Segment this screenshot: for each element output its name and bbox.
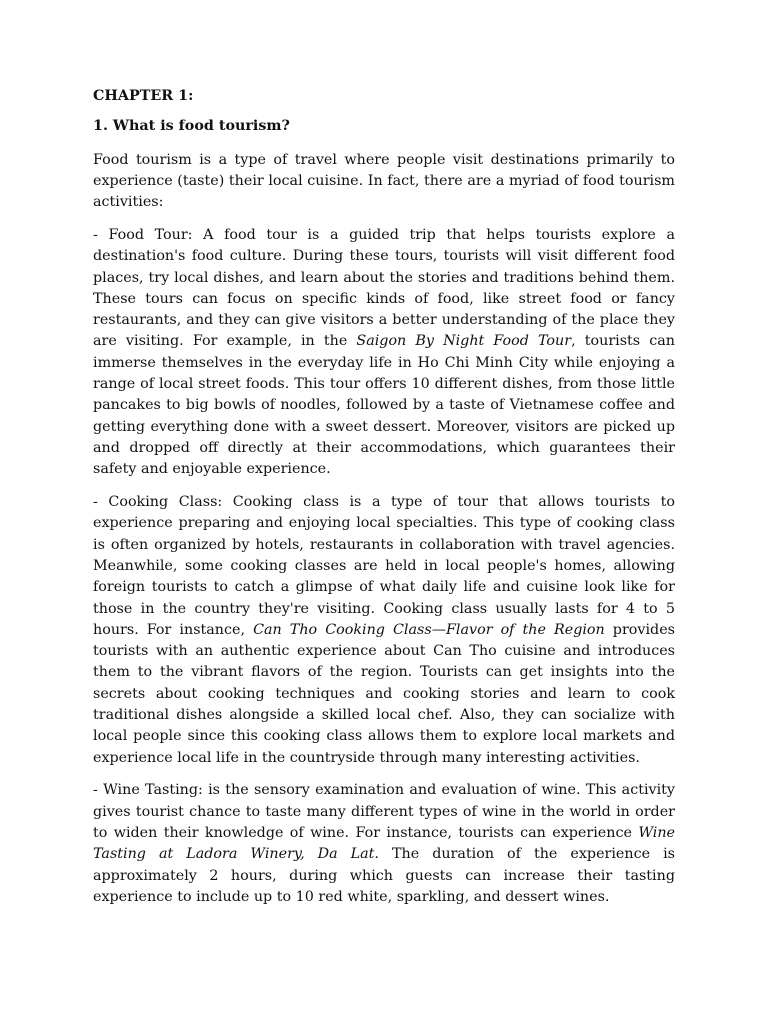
- food-tour-paragraph: [93, 225, 675, 481]
- cooking-class-example-name: Can Tho Cooking Class—Flavor of the Region: [253, 621, 605, 638]
- intro-paragraph: Food tourism is a type of travel where people visit destinations primarily to experience (taste) their local cuisine. In fact, there are a myriad of food tourism activities:: [93, 151, 675, 211]
- wine-tasting-paragraph: [93, 780, 675, 908]
- cooking-class-paragraph: [93, 492, 675, 769]
- document-page: [93, 86, 675, 920]
- food-tour-text-end: , tourists can immerse themselves in the everyday life in Ho Chi Minh City while enjoying a range of local street foods. This tour offers 10 different dishes, from those little pancakes to big bowls of noodles, followed by a taste of Vietnamese coffee and getting everything done with a sweet dessert. Moreover, visitors are picked up and dropped off directly at their accommodations, which guarantees their safety and enjoyable experience.: [93, 333, 675, 478]
- cooking-class-text-end: provides tourists with an authentic experience about Can Tho cuisine and introduces them to the vibrant flavors of the region. Tourists can get insights into the secrets about cooking techniques and cooking stories and learn to cook traditional dishes alongside a skilled local chef. Also, they can socialize with local people since this cooking class allows them to explore local markets and experience local life in the countryside through many interesting activities.: [93, 621, 675, 766]
- wine-tasting-text-start: - Wine Tasting: is the sensory examination and evaluation of wine. This activity gives tourist chance to taste many different types of wine in the world in order to widen their knowledge of wine. For instance, tourists can experience: [93, 782, 675, 841]
- food-tour-text-start: - Food Tour: A food tour is a guided trip that helps tourists explore a destination's food culture. During these tours, tourists will visit different food places, try local dishes, and learn about the stories and traditions behind them. These tours can focus on specific kinds of food, like street food or fancy restaurants, and they can give visitors a better understanding of the place they are visiting. For example, in the: [93, 226, 675, 350]
- cooking-class-text-start: - Cooking Class: Cooking class is a type of tour that allows tourists to experience preparing and enjoying local specialties. This type of cooking class is often organized by hotels, restaurants in collaboration with travel agencies. Meanwhile, some cooking classes are held in local people's homes, allowing foreign tourists to catch a glimpse of what daily life and cuisine look like for those in the country they're visiting. Cooking class usually lasts for 4 to 5 hours. For instance,: [93, 494, 675, 638]
- wine-tasting-text-end: . The duration of the experience is approximately 2 hours, during which guests can increase their tasting experience to include up to 10 red white, sparkling, and dessert wines.: [93, 846, 675, 905]
- food-tour-example-name: Saigon By Night Food Tour: [356, 333, 572, 350]
- chapter-heading: CHAPTER 1:: [93, 88, 194, 104]
- section-heading: 1. What is food tourism?: [93, 118, 290, 135]
- wine-tasting-example-name: Wine Tasting at Ladora Winery, Da Lat: [93, 825, 675, 863]
